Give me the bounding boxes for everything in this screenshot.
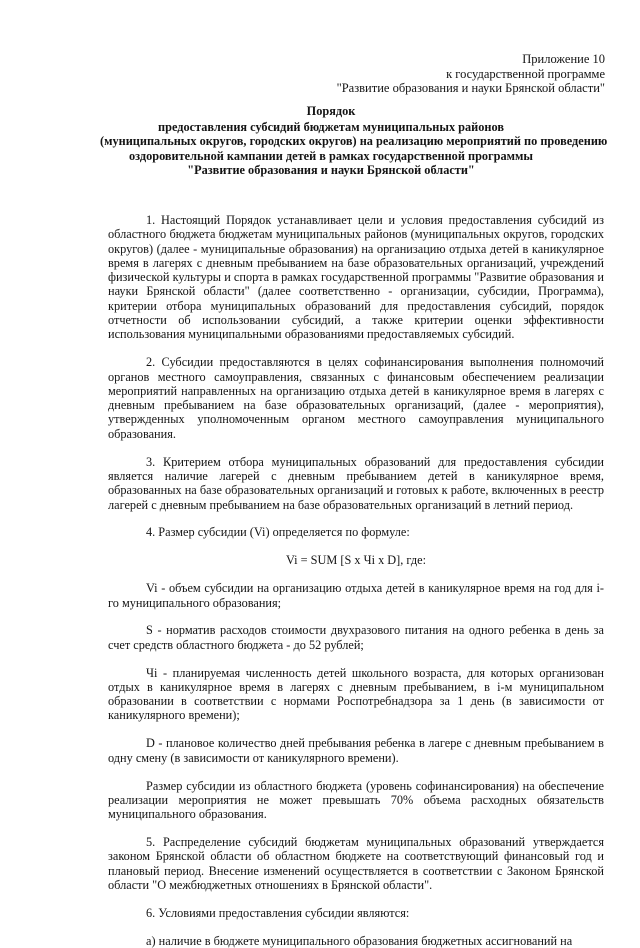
appendix-header <box>337 52 605 96</box>
appendix-program-name: "Развитие образования и науки Брянской области" <box>336 81 605 95</box>
paragraph-5: 5. Распределение субсидий бюджетам муниципальных образований утверждается законом Брянской области об областном бюджете на соответствующий финансовый год и плановый период. Внесение изменений осуществляется в соответствии с Законом Брянской области "О межбюджетных отношениях в Брянской области". <box>108 835 604 892</box>
appendix-number: Приложение 10 <box>522 52 605 66</box>
appendix-reference: к государственной программе <box>446 66 605 81</box>
title-heading: Порядок <box>306 104 356 118</box>
paragraph-6a: а) наличие в бюджете муниципального образования бюджетных ассигнований на <box>146 933 573 948</box>
document-body <box>108 213 604 948</box>
paragraph-4: 4. Размер субсидии (Vi) определяется по формуле: <box>146 525 410 540</box>
cofinancing-limit: Размер субсидии из областного бюджета (уровень софинансирования) на обеспечение реализации мероприятия не может превышать 70% объема расходных обязательств муниципального образования. <box>108 778 604 822</box>
paragraph-1: 1. Настоящий Порядок устанавливает цели и условия предоставления субсидий из областного бюджета бюджетам муниципальных районов (муниципальных округов, городских округов) (далее - муниципальные образования) на организацию отдыха детей в каникулярное время в лагерях с дневным пребыванием на базе образовательных организаций, учреждений физической культуры и спорта в рамках государственной программы "Развитие образования и науки Брянской области" (далее соответственно - организации, субсидии, Программа), критерии отбора муниципальных образований для предоставления субсидий, порядок отчетности об использовании субсидий, а также критерии оценки эффективности использования муниципальными образованиями предоставляемых субсидий. <box>108 213 604 342</box>
title-line-3: оздоровительной кампании детей в рамках государственной программы <box>129 148 533 163</box>
paragraph-3: 3. Критерием отбора муниципальных образований для предоставления субсидии является наличие лагерей с дневным пребыванием детей в каникулярное время, образованных на базе образовательных организаций и готовых к работе, включенных в реестр лагерей с дневным пребыванием на базе образовательных организаций в летний период. <box>108 454 604 512</box>
definition-chi: Чi - планируемая численность детей школьного возраста, для которых организован отдых в каникулярное время в лагерях с дневным пребыванием, в i-м муниципальном образовании в соответствии с нормами Роспотребнадзора за 1 день (в зависимости от каникулярного времени); <box>108 665 604 723</box>
title-line-4: "Развитие образования и науки Брянской области" <box>187 162 475 177</box>
definition-s: S - норматив расходов стоимости двухразового питания на одного ребенка в день за счет средств областного бюджета - до 52 рублей; <box>108 623 604 652</box>
document-title <box>100 104 608 177</box>
subsidy-formula: Vi = SUM [S x Чi x D], где: <box>286 553 426 568</box>
title-line-2: (муниципальных округов, городских округов) на реализацию мероприятий по проведению <box>100 134 608 149</box>
definition-vi: Vi - объем субсидии на организацию отдыха детей в каникулярное время на год для i-го муниципального образования; <box>108 581 604 610</box>
paragraph-6: 6. Условиями предоставления субсидии являются: <box>146 905 410 920</box>
definition-d: D - плановое количество дней пребывания ребенка в лагере с дневным пребыванием в одну смену (в зависимости от каникулярного времени). <box>108 736 604 765</box>
paragraph-2: 2. Субсидии предоставляются в целях софинансирования выполнения полномочий органов местного самоуправления, связанных с финансовым обеспечением реализации мероприятий направленных на организацию отдыха детей в каникулярное время в лагерях с дневным пребыванием на базе образовательных организаций, (далее - мероприятия), утвержденных уполномоченным органом местного самоуправления муниципального образования. <box>108 355 604 441</box>
title-line-1: предоставления субсидий бюджетам муниципальных районов <box>158 120 504 135</box>
